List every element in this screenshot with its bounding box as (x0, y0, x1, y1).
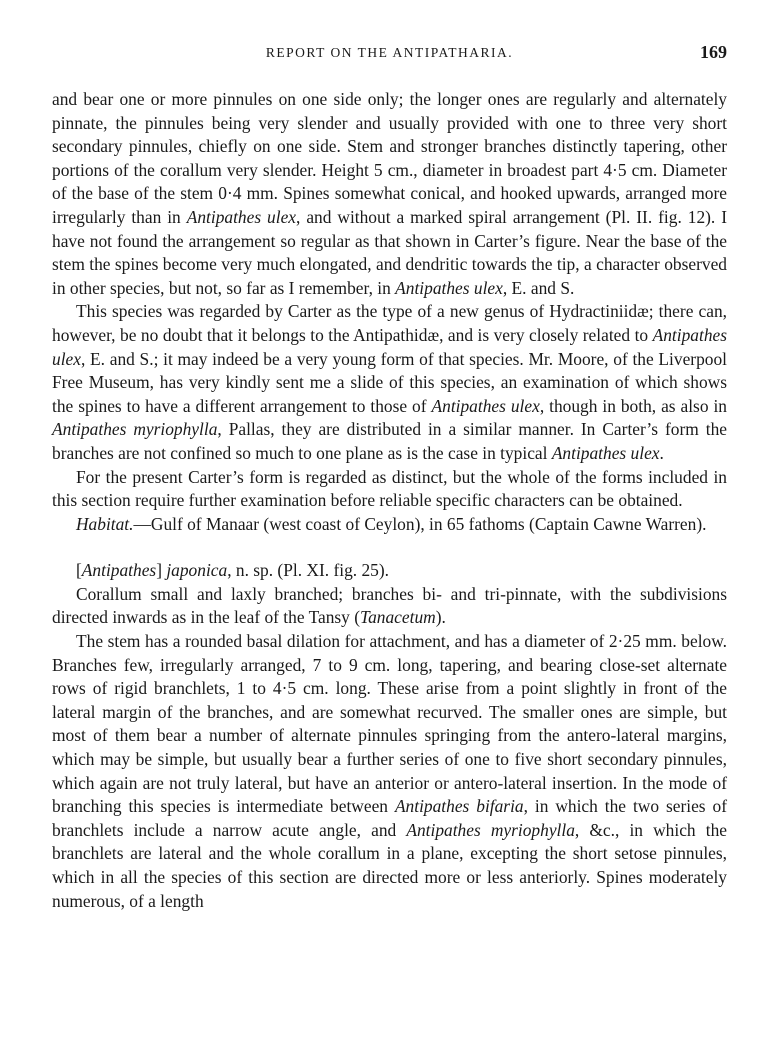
taxon-name: Antipathes ulex (431, 395, 540, 416)
text-run: , E. and S.; it may indeed be a very young form of that species. Mr. Moore, of the Liverpool Free Museum, has very kindly sent me a slide of this species, an examination of which shows the spines to have a different arrangement to those of (52, 348, 727, 416)
taxon-name: Tanacetum (360, 607, 436, 628)
page-header (52, 42, 727, 66)
habitat-label: Habitat. (76, 513, 134, 534)
taxon-name: Antipathes ulex (395, 277, 503, 298)
text-run: Corallum small and laxly branched; branches bi- and tri-pinnate, with the subdivisions directed inwards as in the leaf of the Tansy ( (52, 583, 727, 628)
paragraph-5 (52, 583, 727, 630)
taxon-name: Antipathes myriophylla (52, 419, 218, 440)
text-run: and bear one or more pinnules on one side only; the longer ones are regularly and alternately pinnate, the pinnules being very slender and usually provided with one to three very short secondary pinnules, chiefly on one side. Stem and stronger branches distinctly tapering, other portions of the corallum very slender. Height 5 cm., diameter in broadest part 4·5 cm. Diameter of the base of the stem 0·4 mm. Spines somewhat conical, and hooked upwards, arranged more irregularly than in (52, 89, 727, 227)
text-run: ). (435, 607, 446, 628)
body-text (52, 88, 727, 913)
paragraph-1 (52, 88, 727, 300)
running-title: REPORT ON THE ANTIPATHARIA. (265, 45, 514, 60)
text-run: The stem has a rounded basal dilation for attachment, and has a diameter of 2·25 mm. below. Branches few, irregularly arranged, 7 to 9 cm. long, tapering, and bearing close-set alternate rows of rigid branchlets, 1 to 4·5 cm. long. These arise from a point slightly in front of the lateral margin of the branches, and are somewhat recurved. The smaller ones are simple, but most of them bear a number of alternate pinnules springing from the antero-lateral margins, which may be simple, but usually bear a further series of one to five short secondary pinnules, which again are not truly lateral, but have an anterior or antero-lateral insertion. In the mode of branching this species is intermediate between (52, 631, 727, 817)
species-heading (52, 559, 727, 583)
text-run: This species was regarded by Carter as the type of a new genus of Hydractiniidæ; there can, however, be no doubt that it belongs to the Antipathidæ, and is very closely related to (52, 301, 727, 345)
species-reference: , n. sp. (Pl. XI. fig. 25). (227, 560, 390, 581)
taxon-name: Antipathes ulex (52, 324, 727, 369)
paragraph-3: For the present Carter’s form is regarded as distinct, but the whole of the forms included in this section require further examination before reliable specific characters can be obtained. (52, 466, 727, 511)
habitat-paragraph (52, 513, 727, 537)
text-run: , though in both, as also in (539, 395, 728, 416)
species-name: japonica (166, 560, 228, 581)
text-run: —Gulf of Manaar (west coast of Ceylon), in 65 fathoms (Captain Cawne Warren). (133, 513, 707, 534)
genus-name: Antipathes (81, 560, 157, 581)
text-run: , in which the two series of branchlets include a narrow acute angle, and (52, 796, 727, 840)
page-number: 169 (700, 42, 727, 62)
text-run: , &c., in which the branchlets are lateral and the whole corallum in a plane, excepting the short setose pinnules, which in all the species of this section are directed more or less anteriorly. Spines moderately numerous, of a length (52, 819, 727, 911)
taxon-name: Antipathes myriophylla (406, 819, 575, 840)
paragraph-2 (52, 300, 727, 465)
taxon-name: Antipathes bifaria (394, 796, 524, 817)
text-run: . (659, 442, 664, 463)
text-run: , Pallas, they are distributed in a similar manner. In Carter’s form the branches are not confined so much to one plane as is the case in typical (52, 419, 727, 463)
bracket-open: [ (76, 560, 82, 581)
section-gap (52, 536, 727, 559)
bracket-close: ] (156, 560, 167, 581)
text-run: , and without a marked spiral arrangement (Pl. II. fig. 12). I have not found the arrangement so regular as that shown in Carter’s figure. Near the base of the stem the spines become very much elongated, and dendritic towards the tip, a character observed in other species, but not, so far as I remember, in (52, 206, 728, 298)
taxon-name: Antipathes ulex (551, 442, 660, 463)
taxon-name: Antipathes ulex (186, 206, 297, 227)
text-run: , E. and S. (502, 277, 575, 298)
paragraph-6 (52, 630, 727, 913)
